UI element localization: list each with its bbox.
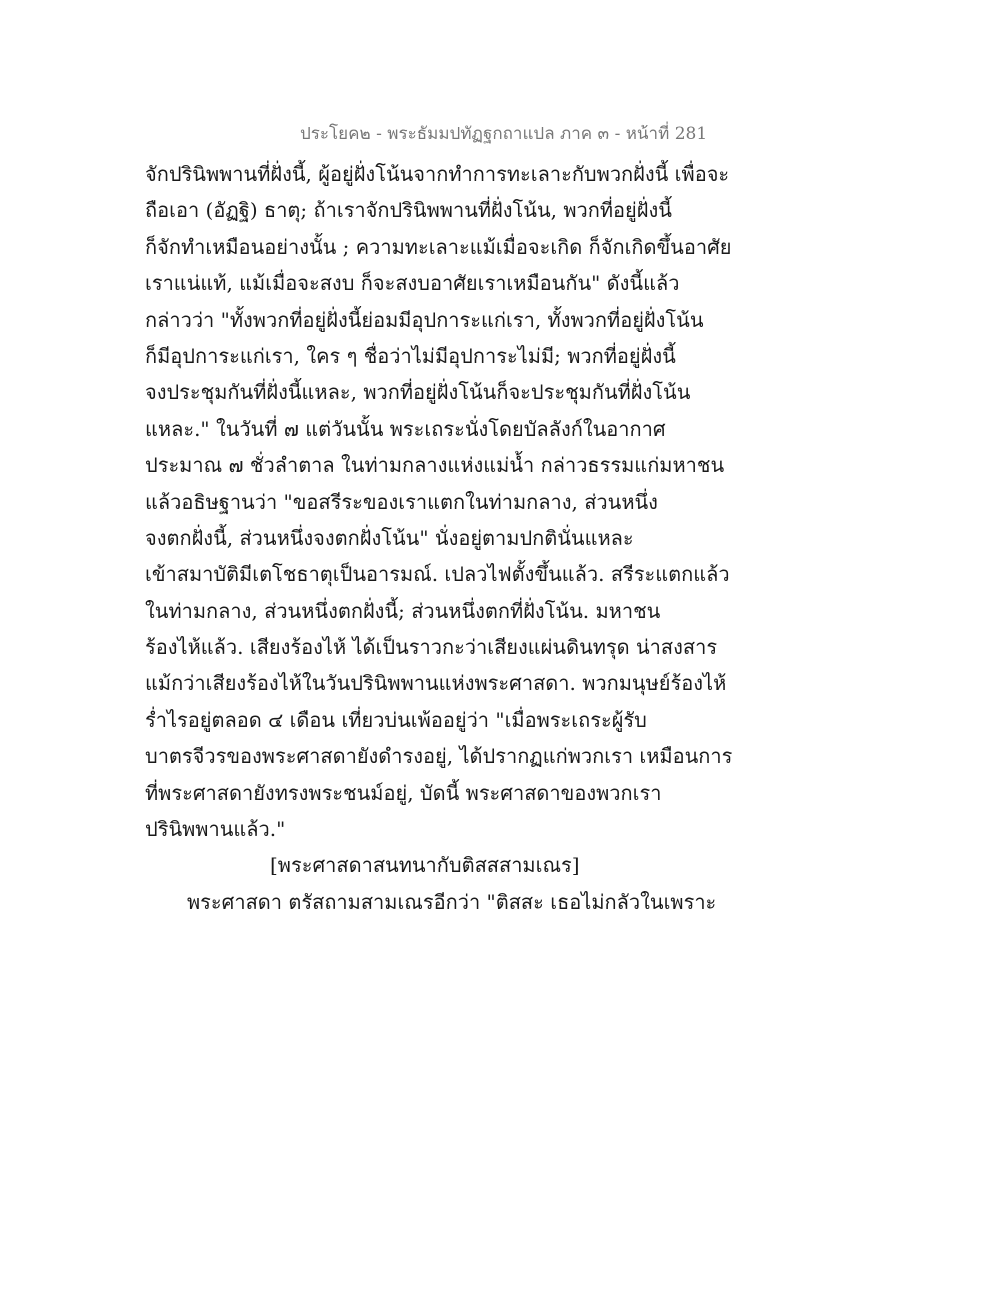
text-line-13: ในท่ามกลาง, ส่วนหนึ่งตกฝั่งนี้; ส่วนหนึ่งตกที่ฝั่งโน้น. มหาชน <box>145 598 661 623</box>
text-line-3: ก็จักทำเหมือนอย่างนั้น ; ความทะเลาะแม้เมื่อจะเกิด ก็จักเกิดขึ้นอาศัย <box>145 234 732 259</box>
text-line-15: แม้กว่าเสียงร้องไห้ในวันปรินิพพานแห่งพระศาสดา. พวกมนุษย์ร้องไห้ <box>145 671 727 696</box>
body-text <box>145 156 745 920</box>
text-line-1: จักปรินิพพานที่ฝั่งนี้, ผู้อยู่ฝั่งโน้นจากทำการทะเลาะกับพวกฝั่งนี้ เพื่อจะ <box>145 162 730 186</box>
text-line-11: จงตกฝั่งนี้, ส่วนหนึ่งจงตกฝั่งโน้น" นั่งอยู่ตามปกตินั่นแหละ <box>145 525 634 550</box>
running-header: ประโยค๒ - พระธัมมปทัฏฐกถาแปล ภาค ๓ - หน้าที่ 281 <box>300 124 708 144</box>
text-line-19: ปรินิพพานแล้ว." <box>145 817 286 842</box>
text-line-4: เราแน่แท้, แม้เมื่อจะสงบ ก็จะสงบอาศัยเราเหมือนกัน" ดังนี้แล้ว <box>145 271 680 296</box>
text-line-16: ร่ำไรอยู่ตลอด ๔ เดือน เที่ยวบ่นเพ้ออยู่ว่า "เมื่อพระเถระผู้รับ <box>145 707 647 732</box>
text-line-7: จงประชุมกันที่ฝั่งนี้แหละ, พวกที่อยู่ฝั่งโน้นก็จะประชุมกันที่ฝั่งโน้น <box>145 380 691 405</box>
text-line-5: กล่าวว่า "ทั้งพวกที่อยู่ฝั่งนี้ย่อมมีอุปการะแก่เรา, ทั้งพวกที่อยู่ฝั่งโน้น <box>145 307 704 332</box>
text-line-6: ก็มีอุปการะแก่เรา, ใคร ๆ ชื่อว่าไม่มีอุปการะไม่มี; พวกที่อยู่ฝั่งนี้ <box>145 343 676 368</box>
text-line-9: ประมาณ ๗ ชั่วลำตาล ในท่ามกลางแห่งแม่น้ำ กล่าวธรรมแก่มหาชน <box>145 453 725 478</box>
text-line-8: แหละ." ในวันที่ ๗ แต่วันนั้น พระเถระนั่งโดยบัลลังก์ในอากาศ <box>145 416 666 441</box>
text-line-17: บาตรจีวรของพระศาสดายังดำรงอยู่, ได้ปรากฏแก่พวกเรา เหมือนการ <box>145 744 733 769</box>
text-line-2: ถือเอา (อัฏฐิ) ธาตุ; ถ้าเราจักปรินิพพานที่ฝั่งโน้น, พวกที่อยู่ฝั่งนี้ <box>145 198 672 223</box>
text-line-12: เข้าสมาบัติมีเตโชธาตุเป็นอารมณ์. เปลวไฟตั้งขึ้นแล้ว. สรีระแตกแล้ว <box>145 562 730 587</box>
text-line-18: ที่พระศาสดายังทรงพระชนม์อยู่, บัดนี้ พระศาสดาของพวกเรา <box>145 780 662 805</box>
section-heading: [พระศาสดาสนทนากับติสสสามเณร] <box>270 853 580 878</box>
paragraph-start-line: พระศาสดา ตรัสถามสามเณรอีกว่า "ติสสะ เธอไม่กลัวในเพราะ <box>187 889 717 914</box>
text-line-14: ร้องไห้แล้ว. เสียงร้องไห้ ได้เป็นราวกะว่าเสียงแผ่นดินทรุด น่าสงสาร <box>145 635 718 660</box>
text-line-10: แล้วอธิษฐานว่า "ขอสรีระของเราแตกในท่ามกลาง, ส่วนหนึ่ง <box>145 489 658 514</box>
